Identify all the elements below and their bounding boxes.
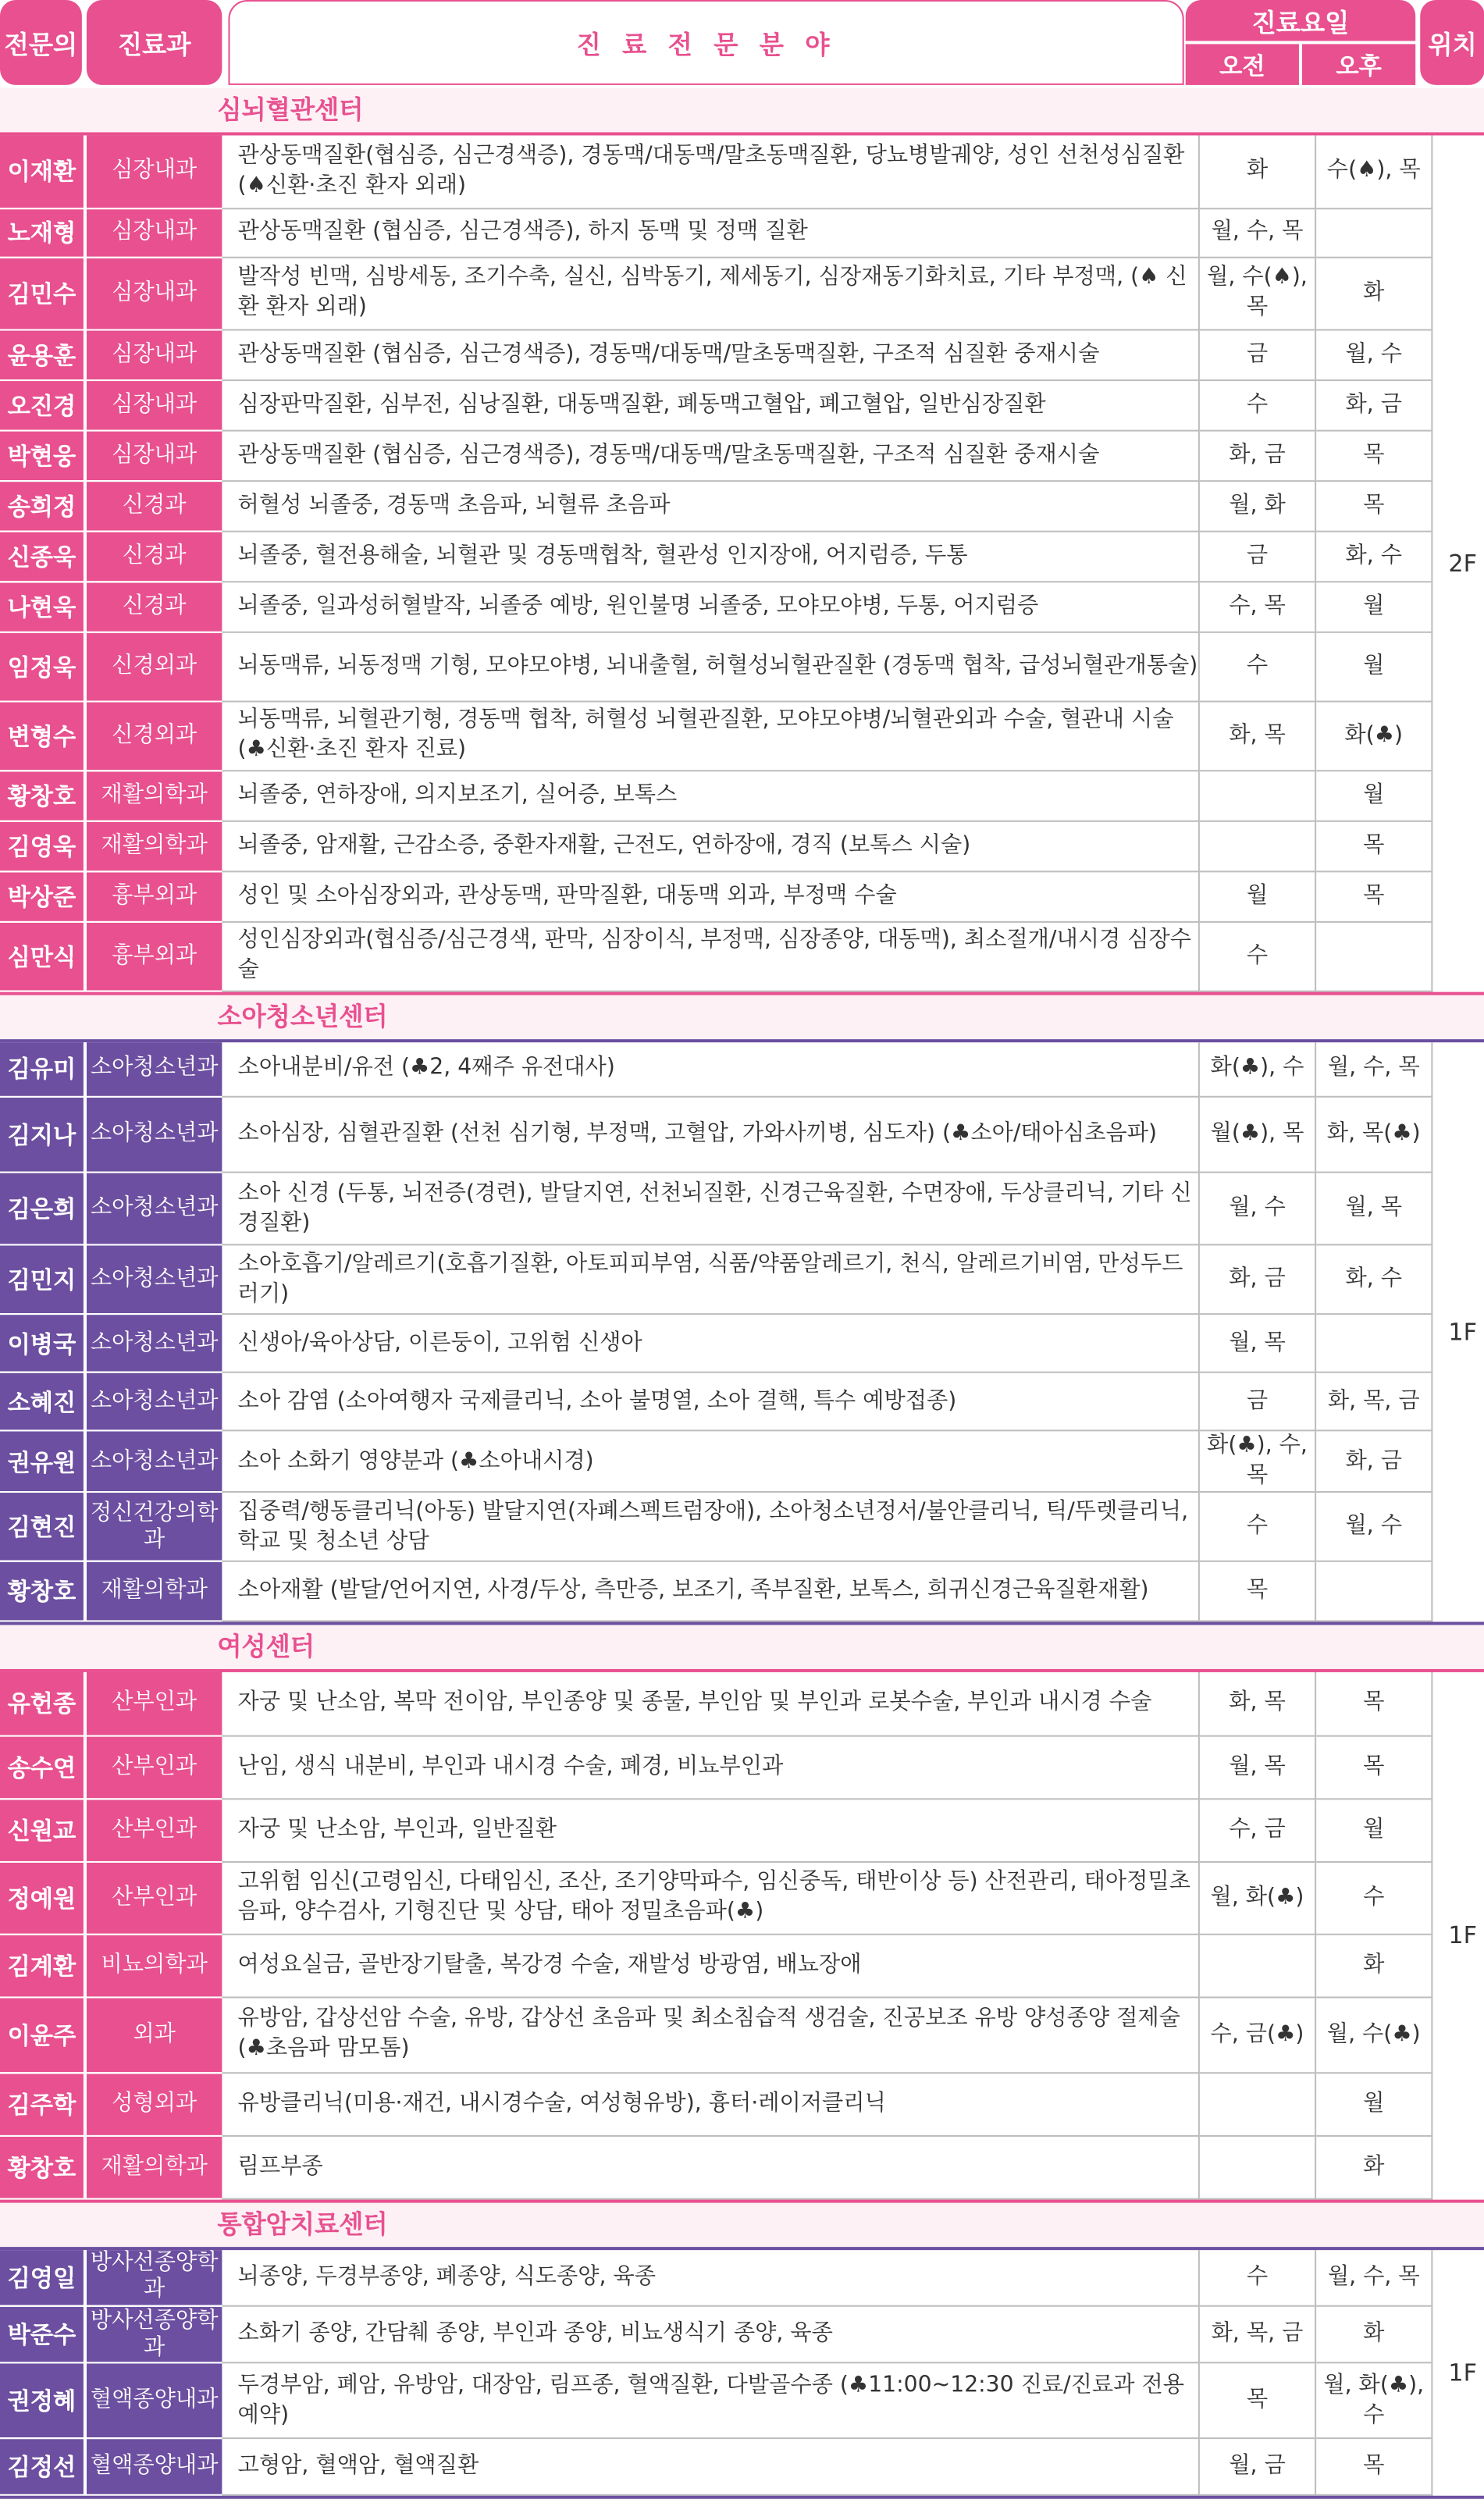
- afternoon-days: 월: [1315, 632, 1432, 701]
- afternoon-days: 화, 목(♣): [1315, 1097, 1432, 1173]
- afternoon-days: 월, 화(♣), 수: [1315, 2362, 1432, 2438]
- morning-days: 화, 금: [1199, 430, 1315, 481]
- morning-days: 월(♣), 목: [1199, 1097, 1315, 1173]
- specialty-field: 성인심장외과(협심증/심근경색, 판막, 심장이식, 부정맥, 심장종양, 대동맥), 최소절개/내시경 심장수술: [222, 921, 1198, 991]
- table-row: [0, 2072, 1484, 2135]
- doctor-name: 김영일: [0, 2249, 85, 2306]
- department: 산부인과: [85, 1861, 222, 1934]
- department: 혈액종양내과: [85, 2438, 222, 2495]
- department: 흉부외과: [85, 921, 222, 991]
- afternoon-days: 화: [1315, 2135, 1432, 2198]
- table-row: [0, 1798, 1484, 1861]
- department: 소아청소년과: [85, 1430, 222, 1492]
- department: 소아청소년과: [85, 1244, 222, 1314]
- department: 흉부외과: [85, 870, 222, 921]
- doctor-name: 윤용훈: [0, 329, 85, 380]
- afternoon-days: 월: [1315, 581, 1432, 632]
- specialty-field: 신생아/육아상담, 이른둥이, 고위험 신생아: [222, 1314, 1198, 1372]
- afternoon-days: 목: [1315, 2438, 1432, 2495]
- table-row: [0, 921, 1484, 991]
- afternoon-days: 월: [1315, 770, 1432, 821]
- department: 소아청소년과: [85, 1097, 222, 1173]
- afternoon-days: 월: [1315, 1798, 1432, 1861]
- doctor-name: 노재형: [0, 208, 85, 257]
- morning-days: 금: [1199, 1372, 1315, 1431]
- specialty-field: 유방클리닉(미용·재건, 내시경수술, 여성형유방), 흉터·레이저클리닉: [222, 2072, 1198, 2135]
- doctor-name: 김은희: [0, 1173, 85, 1245]
- table-row: [0, 2249, 1484, 2306]
- morning-days: 월: [1199, 870, 1315, 921]
- doctor-name: 황창호: [0, 770, 85, 821]
- specialty-field: 자궁 및 난소암, 복막 전이암, 부인종양 및 종물, 부인암 및 부인과 로봇수술, 부인과 내시경 수술: [222, 1672, 1198, 1735]
- table-row: [0, 770, 1484, 821]
- table-row: [0, 531, 1484, 582]
- doctor-name: 송수연: [0, 1735, 85, 1799]
- section-title: 여성센터: [0, 1625, 1484, 1668]
- table-row: [0, 1173, 1484, 1245]
- afternoon-days: 화, 수: [1315, 531, 1432, 582]
- specialty-field: 소아 소화기 영양분과 (♣소아내시경): [222, 1430, 1198, 1492]
- doctor-name: 박현웅: [0, 430, 85, 481]
- header-pm: 오후: [1302, 44, 1415, 84]
- afternoon-days: 화: [1315, 257, 1432, 329]
- table-row: [0, 1041, 1484, 1097]
- location: 1F: [1448, 1317, 1478, 1346]
- department: 소아청소년과: [85, 1041, 222, 1097]
- table-row: [0, 701, 1484, 771]
- doctor-name: 박준수: [0, 2306, 85, 2363]
- morning-days: 월, 화(♣): [1199, 1861, 1315, 1934]
- morning-days: [1199, 2135, 1315, 2198]
- sections: [0, 88, 1484, 2499]
- section-table: [0, 2246, 1484, 2499]
- section-title: 소아청소년센터: [0, 995, 1484, 1038]
- specialty-field: 뇌졸중, 일과성허혈발작, 뇌졸중 예방, 원인불명 뇌졸중, 모야모야병, 두통, 어지럼증: [222, 581, 1198, 632]
- afternoon-days: 화, 목, 금: [1315, 1372, 1432, 1431]
- afternoon-days: 목: [1315, 1672, 1432, 1735]
- morning-days: [1199, 770, 1315, 821]
- location: 1F: [1448, 2358, 1478, 2387]
- morning-days: [1199, 821, 1315, 871]
- section-table: [0, 1669, 1484, 2202]
- department: 성형외과: [85, 2072, 222, 2135]
- morning-days: 수: [1199, 1492, 1315, 1561]
- morning-days: 수, 목: [1199, 581, 1315, 632]
- specialty-field: 뇌졸중, 연하장애, 의지보조기, 실어증, 보톡스: [222, 770, 1198, 821]
- department: 소아청소년과: [85, 1173, 222, 1245]
- table-row: [0, 870, 1484, 921]
- table-row: [0, 430, 1484, 481]
- table-row: [0, 480, 1484, 531]
- table-row: [0, 1735, 1484, 1799]
- afternoon-days: 화, 수: [1315, 1244, 1432, 1314]
- doctor-name: 김민지: [0, 1244, 85, 1314]
- specialty-field: 고위험 임신(고령임신, 다태임신, 조산, 조기양막파수, 임신중독, 태반이상 등) 산전관리, 태아정밀초음파, 양수검사, 기형진단 및 상담, 태아 정밀초음파(♣): [222, 1861, 1198, 1934]
- doctor-name: 이병국: [0, 1314, 85, 1372]
- afternoon-days: 목: [1315, 870, 1432, 921]
- table-row: [0, 2306, 1484, 2363]
- morning-days: 월, 금: [1199, 2438, 1315, 2495]
- department: 심장내과: [85, 208, 222, 257]
- table-row: [0, 1314, 1484, 1372]
- doctor-name: 김민수: [0, 257, 85, 329]
- morning-days: 수: [1199, 2249, 1315, 2306]
- morning-days: 금: [1199, 329, 1315, 380]
- table-row: [0, 821, 1484, 871]
- department: 심장내과: [85, 430, 222, 481]
- afternoon-days: 화: [1315, 2306, 1432, 2363]
- morning-days: [1199, 2072, 1315, 2135]
- afternoon-days: 수: [1315, 1861, 1432, 1934]
- specialty-field: 발작성 빈맥, 심방세동, 조기수축, 실신, 심박동기, 제세동기, 심장재동기화치료, 기타 부정맥, (♠ 신환 환자 외래): [222, 257, 1198, 329]
- morning-days: 수: [1199, 379, 1315, 430]
- specialty-field: 소아 신경 (두통, 뇌전증(경련), 발달지연, 선천뇌질환, 신경근육질환, 수면장애, 두상클리닉, 기타 신경질환): [222, 1173, 1198, 1245]
- doctor-name: 송희정: [0, 480, 85, 531]
- department: 혈액종양내과: [85, 2362, 222, 2438]
- table-row: [0, 1934, 1484, 1997]
- table-row: [0, 208, 1484, 257]
- department: 방사선종양학과: [85, 2249, 222, 2306]
- doctor-name: 신원교: [0, 1798, 85, 1861]
- specialty-field: 소아호흡기/알레르기(호흡기질환, 아토피피부염, 식품/약품알레르기, 천식, 알레르기비염, 만성두드러기): [222, 1244, 1198, 1314]
- specialty-field: 소아 감염 (소아여행자 국제클리닉, 소아 불명열, 소아 결핵, 특수 예방접종): [222, 1372, 1198, 1431]
- doctor-name: 신종욱: [0, 531, 85, 582]
- section-table: [0, 1038, 1484, 1625]
- doctor-name: 변형수: [0, 701, 85, 771]
- specialty-field: 집중력/행동클리닉(아동) 발달지연(자폐스펙트럼장애), 소아청소년정서/불안클리닉, 틱/뚜렛클리닉, 학교 및 청소년 상담: [222, 1492, 1198, 1561]
- department: 신경과: [85, 531, 222, 582]
- morning-days: 월, 목: [1199, 1735, 1315, 1799]
- doctor-name: 유헌종: [0, 1672, 85, 1735]
- doctor-name: 김계환: [0, 1934, 85, 1997]
- afternoon-days: [1315, 1314, 1432, 1372]
- specialty-field: 소아내분비/유전 (♣2, 4째주 유전대사): [222, 1041, 1198, 1097]
- afternoon-days: 화, 금: [1315, 1430, 1432, 1492]
- header-location: 위치: [1420, 0, 1484, 85]
- specialty-field: 소아심장, 심혈관질환 (선천 심기형, 부정맥, 고혈압, 가와사끼병, 심도자) (♣소아/태아심초음파): [222, 1097, 1198, 1173]
- doctor-name: 황창호: [0, 1561, 85, 1622]
- afternoon-days: 월, 수: [1315, 1492, 1432, 1561]
- table-row: [0, 1996, 1484, 2072]
- department: 산부인과: [85, 1735, 222, 1799]
- afternoon-days: 월: [1315, 2072, 1432, 2135]
- afternoon-days: 목: [1315, 821, 1432, 871]
- morning-days: 월, 수: [1199, 1173, 1315, 1245]
- specialty-field: 허혈성 뇌졸중, 경동맥 초음파, 뇌혈류 초음파: [222, 480, 1198, 531]
- morning-days: 목: [1199, 1561, 1315, 1622]
- specialty-field: 림프부종: [222, 2135, 1198, 2198]
- table-row: [0, 1861, 1484, 1934]
- department: 소아청소년과: [85, 1372, 222, 1431]
- doctor-name: 김주학: [0, 2072, 85, 2135]
- section-title: 심뇌혈관센터: [0, 88, 1484, 132]
- afternoon-days: 수(♠), 목: [1315, 135, 1432, 208]
- afternoon-days: 목: [1315, 1735, 1432, 1799]
- morning-days: 목: [1199, 2362, 1315, 2438]
- specialty-field: 관상동맥질환 (협심증, 심근경색증), 경동맥/대동맥/말초동맥질환, 구조적 심질환 중재시술: [222, 329, 1198, 380]
- department: 신경외과: [85, 701, 222, 771]
- morning-days: 화: [1199, 135, 1315, 208]
- department: 심장내과: [85, 379, 222, 430]
- header-dept: 진료과: [87, 0, 222, 85]
- table-row: [0, 379, 1484, 430]
- afternoon-days: 월, 수, 목: [1315, 1041, 1432, 1097]
- doctor-name: 이재환: [0, 135, 85, 208]
- department: 심장내과: [85, 329, 222, 380]
- department: 외과: [85, 1996, 222, 2072]
- doctor-name: 박상준: [0, 870, 85, 921]
- specialty-field: 관상동맥질환(협심증, 심근경색증), 경동맥/대동맥/말초동맥질환, 당뇨병발궤양, 성인 선천성심질환 (♠신환·초진 환자 외래): [222, 135, 1198, 208]
- afternoon-days: 월, 수, 목: [1315, 2249, 1432, 2306]
- table-row: [0, 1372, 1484, 1431]
- specialty-field: 소화기 종양, 간담췌 종양, 부인과 종양, 비뇨생식기 종양, 육종: [222, 2306, 1198, 2363]
- department: 비뇨의학과: [85, 1934, 222, 1997]
- department: 산부인과: [85, 1798, 222, 1861]
- table-row: [0, 257, 1484, 329]
- doctor-name: 김지나: [0, 1097, 85, 1173]
- specialty-field: 고형암, 혈액암, 혈액질환: [222, 2438, 1198, 2495]
- afternoon-days: 목: [1315, 480, 1432, 531]
- table-row: [0, 581, 1484, 632]
- department: 심장내과: [85, 257, 222, 329]
- morning-days: 수: [1199, 632, 1315, 701]
- department: 소아청소년과: [85, 1314, 222, 1372]
- specialty-field: 뇌종양, 두경부종양, 폐종양, 식도종양, 육종: [222, 2249, 1198, 2306]
- specialty-field: 뇌동맥류, 뇌동정맥 기형, 모야모야병, 뇌내출혈, 허혈성뇌혈관질환 (경동맥 협착, 급성뇌혈관개통술): [222, 632, 1198, 701]
- morning-days: 화(♣), 수, 목: [1199, 1430, 1315, 1492]
- table-row: [0, 135, 1484, 208]
- morning-days: 월, 수(♠), 목: [1199, 257, 1315, 329]
- specialty-field: 뇌졸중, 암재활, 근감소증, 중환자재활, 근전도, 연하장애, 경직 (보톡스 시술): [222, 821, 1198, 871]
- morning-days: 화, 목: [1199, 1672, 1315, 1735]
- table-row: [0, 1097, 1484, 1173]
- doctor-name: 김현진: [0, 1492, 85, 1561]
- specialty-field: 자궁 및 난소암, 부인과, 일반질환: [222, 1798, 1198, 1861]
- doctor-name: 김유미: [0, 1041, 85, 1097]
- table-row: [0, 2362, 1484, 2438]
- afternoon-days: 화: [1315, 1934, 1432, 1997]
- doctor-name: 김영욱: [0, 821, 85, 871]
- morning-days: 월, 화: [1199, 480, 1315, 531]
- specialty-field: 여성요실금, 골반장기탈출, 복강경 수술, 재발성 방광염, 배뇨장애: [222, 1934, 1198, 1997]
- morning-days: 수, 금(♣): [1199, 1996, 1315, 2072]
- specialty-field: 소아재활 (발달/언어지연, 사경/두상, 측만증, 보조기, 족부질환, 보톡스, 희귀신경근육질환재활): [222, 1561, 1198, 1622]
- table-row: [0, 2135, 1484, 2198]
- header-days: 진료요일: [1186, 0, 1415, 41]
- table-row: [0, 1672, 1484, 1735]
- table-row: [0, 329, 1484, 380]
- department: 재활의학과: [85, 1561, 222, 1622]
- table-row: [0, 1244, 1484, 1314]
- afternoon-days: [1315, 208, 1432, 257]
- specialty-field: 뇌동맥류, 뇌혈관기형, 경동맥 협착, 허혈성 뇌혈관질환, 모야모야병/뇌혈관외과 수술, 혈관내 시술 (♣신환·초진 환자 진료): [222, 701, 1198, 771]
- doctor-name: 김정선: [0, 2438, 85, 2495]
- afternoon-days: 월, 목: [1315, 1173, 1432, 1245]
- doctor-name: 권정혜: [0, 2362, 85, 2438]
- doctor-name: 정예원: [0, 1861, 85, 1934]
- specialty-field: 관상동맥질환 (협심증, 심근경색증), 하지 동맥 및 정맥 질환: [222, 208, 1198, 257]
- table-row: [0, 1561, 1484, 1622]
- department: 재활의학과: [85, 2135, 222, 2198]
- morning-days: 화, 목: [1199, 701, 1315, 771]
- afternoon-days: [1315, 921, 1432, 991]
- location: 1F: [1448, 1921, 1478, 1949]
- table-header: [0, 0, 1484, 88]
- table-row: [0, 632, 1484, 701]
- header-doctor: 전문의: [0, 0, 82, 85]
- table-row: [0, 2438, 1484, 2495]
- morning-days: [1199, 1934, 1315, 1997]
- table-row: [0, 1492, 1484, 1561]
- department: 신경과: [85, 581, 222, 632]
- specialty-field: 성인 및 소아심장외과, 관상동맥, 판막질환, 대동맥 외과, 부정맥 수술: [222, 870, 1198, 921]
- afternoon-days: [1315, 1561, 1432, 1622]
- location: 2F: [1448, 548, 1478, 578]
- table-row: [0, 1430, 1484, 1492]
- department: 신경과: [85, 480, 222, 531]
- afternoon-days: 목: [1315, 430, 1432, 481]
- morning-days: 금: [1199, 531, 1315, 582]
- afternoon-days: 월, 수: [1315, 329, 1432, 380]
- morning-days: 화, 금: [1199, 1244, 1315, 1314]
- afternoon-days: 월, 수(♣): [1315, 1996, 1432, 2072]
- morning-days: 월, 수, 목: [1199, 208, 1315, 257]
- doctor-name: 나현욱: [0, 581, 85, 632]
- specialty-field: 심장판막질환, 심부전, 심낭질환, 대동맥질환, 폐동맥고혈압, 폐고혈압, 일반심장질환: [222, 379, 1198, 430]
- afternoon-days: 화, 금: [1315, 379, 1432, 430]
- doctor-name: 권유원: [0, 1430, 85, 1492]
- doctor-name: 임정욱: [0, 632, 85, 701]
- specialty-field: 뇌졸중, 혈전용해술, 뇌혈관 및 경동맥협착, 혈관성 인지장애, 어지럼증, 두통: [222, 531, 1198, 582]
- department: 정신건강의학과: [85, 1492, 222, 1561]
- section-table: [0, 132, 1484, 994]
- doctor-name: 황창호: [0, 2135, 85, 2198]
- specialty-field: 유방암, 갑상선암 수술, 유방, 갑상선 초음파 및 최소침습적 생검술, 진공보조 유방 양성종양 절제술 (♣초음파 맘모톰): [222, 1996, 1198, 2072]
- morning-days: 화(♣), 수: [1199, 1041, 1315, 1097]
- department: 심장내과: [85, 135, 222, 208]
- header-am: 오전: [1186, 44, 1299, 84]
- morning-days: 월, 목: [1199, 1314, 1315, 1372]
- department: 산부인과: [85, 1672, 222, 1735]
- doctor-name: 이윤주: [0, 1996, 85, 2072]
- doctor-name: 심만식: [0, 921, 85, 991]
- specialty-field: 두경부암, 폐암, 유방암, 대장암, 림프종, 혈액질환, 다발골수종 (♣11:00~12:30 진료/진료과 전용예약): [222, 2362, 1198, 2438]
- department: 신경외과: [85, 632, 222, 701]
- morning-days: 수, 금: [1199, 1798, 1315, 1861]
- specialty-field: 난임, 생식 내분비, 부인과 내시경 수술, 폐경, 비뇨부인과: [222, 1735, 1198, 1799]
- doctor-name: 소혜진: [0, 1372, 85, 1431]
- header-field: 진 료 전 문 분 야: [228, 0, 1183, 85]
- department: 재활의학과: [85, 770, 222, 821]
- morning-days: 수: [1199, 921, 1315, 991]
- department: 방사선종양학과: [85, 2306, 222, 2363]
- morning-days: 화, 목, 금: [1199, 2306, 1315, 2363]
- department: 재활의학과: [85, 821, 222, 871]
- afternoon-days: 화(♣): [1315, 701, 1432, 771]
- section-title: 통합암치료센터: [0, 2202, 1484, 2246]
- specialty-field: 관상동맥질환 (협심증, 심근경색증), 경동맥/대동맥/말초동맥질환, 구조적 심질환 중재시술: [222, 430, 1198, 481]
- doctor-name: 오진경: [0, 379, 85, 430]
